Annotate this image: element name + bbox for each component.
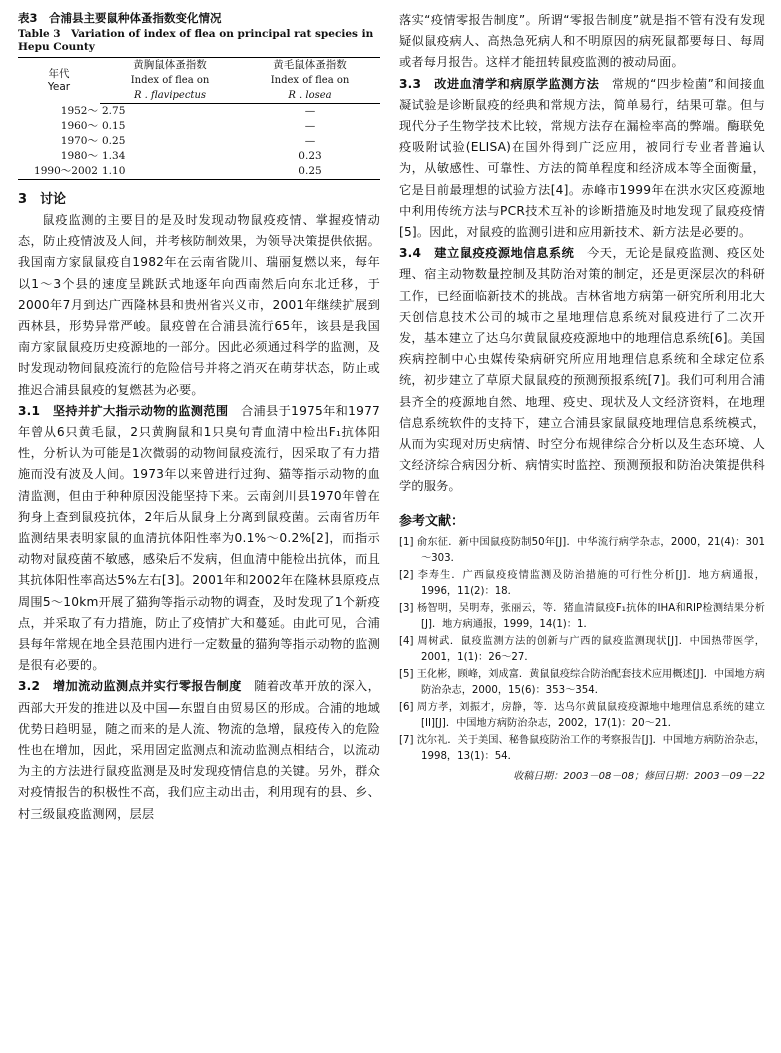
section-3-1 bbox=[18, 401, 380, 677]
right-column bbox=[399, 10, 765, 782]
reference-item: [7] 沈尔礼．关于美国、秘鲁鼠疫防治工作的考察报告[J]．中国地方病防治杂志，1998，13(1)：54． bbox=[399, 734, 765, 762]
section-3-3-body: 常规的“四步检菌”和间接血凝试验是诊断鼠疫的经典和常规方法，简单易行，结果可靠。但与现代分子生物学技术比较，常规方法存在漏检率高的弊端。酶联免疫吸附试验(ELISA)在国外得到广泛应用，被同行专业者普遍认为，从敏感性、可靠性、方法的简单程度和经济成本等全面衡量，它是目前最理想的试验方法[4]。赤峰市1999年在洪水灾区疫源地中利用传统方法与PCR技术互补的诊断措施及时地发现了鼠疫疫情[5]。因此，对鼠疫的监测引进和应用新技术、新方法是必要的。 bbox=[399, 76, 765, 240]
cell-year: 1980～ bbox=[60, 150, 98, 162]
section-3-4-heading: 3.4 建立鼠疫疫源地信息系统 bbox=[399, 246, 575, 261]
cell-year: 1960～ bbox=[60, 120, 98, 132]
col-header-flavipectus-species: R . flavipectus bbox=[100, 88, 240, 104]
cell-losea: 0.25 bbox=[240, 164, 380, 180]
cell-losea: 0.23 bbox=[298, 150, 322, 162]
section-3-2 bbox=[18, 676, 380, 824]
table-row bbox=[18, 119, 380, 134]
reference-item: [5] 王化彬，顾峰，刘成富．黄鼠鼠疫综合防治配套技术应用概述[J]．中国地方病防治杂志，2000，15(6)：353～354． bbox=[399, 668, 765, 696]
col-header-losea-zh: 黄毛鼠体蚤指数 bbox=[240, 58, 380, 74]
section-3-intro: 鼠疫监测的主要目的是及时发现动物鼠疫疫情、掌握疫情动态，防止疫情波及人间，并考核防制效果，为领导决策提供依据。我国南方家鼠鼠疫自1982年在云南省陇川、瑞丽复燃以来，每年以1～3个县的速度呈跳跃式地逐年向西南然后向东北迁移，于2000年7月到达广西隆林县和贵州省兴义市，2001年继续扩展到西林县，形势异常严峻。鼠疫曾在合浦县流行65年，该县是我国南方家鼠鼠疫历史疫源地的一部分。因此必须通过科学的监测，及时发现动物间鼠疫流行的危险信号并将之消灭在萌芽状态，防止或推迟合浦县鼠疫的复燃甚为必要。 bbox=[18, 213, 380, 397]
cell-flavipectus: 1.34 bbox=[102, 150, 126, 162]
section-3-3-heading: 3.3 改进血清学和病原学监测方法 bbox=[399, 76, 600, 91]
cell-year: 1990～2002 bbox=[18, 164, 100, 180]
section-3-2-body: 随着改革开放的深入，西部大开发的推进以及中国—东盟自由贸易区的形成。合浦的地域优势日趋明显，随之而来的是人流、物流的急增，鼠疫传入的危险性也在增加，因此，采用固定监测点和流动监测点相结合，以流动为主的方法进行鼠疫监测是及时发现疫情信息的关键。另外，群众对疫情报告的积极性不高，我们应主动出击，利用现有的县、乡、村三级鼠疫监测网，层层 bbox=[18, 679, 380, 821]
reference-item: [3] 杨智明，吴明寿，张丽云，等．猪血清鼠疫F₁抗体的IHA和RIP检测结果分析[J]．地方病通报，1999，14(1)：1． bbox=[399, 602, 765, 630]
col-header-losea-en: Index of flea on bbox=[270, 75, 350, 86]
cell-year: 1970～ bbox=[60, 135, 98, 147]
section-3-1-body: 合浦县于1975年和1977年曾从6只黄毛鼠，2只黄胸鼠和1只臭句青血清中检出F₁抗体阳性，分析认为可能是1次微弱的动物间鼠疫流行，因采取了有力措施而没有波及人间。1973年以来曾进行过狗、猫等指示动物的血清监测，但由于种种原因没能坚持下来。云南剑川县1970年曾在狗身上查到鼠疫抗体，2年后从鼠身上分离到鼠疫菌。云南省历年监测结果表明家鼠的血清抗体阳性率为0.1%～0.2%[2]，而指示动物对鼠疫菌不敏感，感染后不发病，但血清中能检出抗体，而且其抗体阳性率高达5%左右[3]。2001年和2002年在隆林县原疫点周围5～10km开展了猫狗等指示动物的调查，及时发现了1个新疫点，并采取了有力措施，防止了疫情扩大和蔓延。由此可见，合浦县每年常规在地全县范围内进行一定数量的猫狗等指示动物的监测是很有必要的。 bbox=[18, 403, 380, 673]
col-header-flavipectus-zh: 黄胸鼠体蚤指数 bbox=[100, 58, 240, 74]
cell-flavipectus: 0.15 bbox=[102, 120, 126, 132]
table-title-en: Table 3 Variation of index of flea on principal rat species in Hepu County bbox=[18, 28, 374, 53]
reference-item: [1] 俞东征．新中国鼠疫防制50年[J]．中华流行病学杂志，2000，21(4)：301～303． bbox=[399, 536, 765, 564]
table-row bbox=[18, 134, 380, 149]
cell-year: 1952～ bbox=[60, 104, 98, 117]
col-header-year-en: Year bbox=[47, 80, 71, 93]
cell-flavipectus: 0.25 bbox=[102, 135, 126, 147]
references-list bbox=[399, 535, 765, 765]
table-row bbox=[18, 149, 380, 164]
section-3-4-body: 今天，无论是鼠疫监测、疫区处理、宿主动物数量控制及其防治对策的制定，还是更深层次的科研工作，已经面临新技术的挑战。吉林省地方病第一研究所利用北大天创信息技术公司的城市之星地理信息系统对鼠疫进行了二次开发，基本建立了达乌尔黄鼠鼠疫疫源地中的地理信息系统[6]。美国疾病控制中心虫媒传染病研究所应用地理信息系统和全球定位系统，初步建立了草原犬鼠鼠疫的预测预报系统[7]。我们可利用合浦县齐全的疫源地自然、地理、疫史、现状及人文经济资料，在地理信息系统软件的支持下，建立合浦县家鼠鼠疫地理信息系统模式，从而为实现对历史病情、时空分布规律综合分析以及生态环境、人文经济综合病因分析、病情实时监控、预测预报和防治决策提供科学的服务。 bbox=[399, 246, 765, 494]
reference-item: [6] 周方孝，刘振才，房静，等．达乌尔黄鼠鼠疫疫源地中地理信息系统的建立[II][J]．中国地方病防治杂志，2002，17(1)：20～21． bbox=[399, 701, 765, 729]
col-header-losea-species: R . losea bbox=[240, 88, 380, 104]
section-3-4 bbox=[399, 243, 765, 497]
table-row bbox=[18, 104, 380, 120]
section-3-2-heading: 3.2 增加流动监测点并实行零报告制度 bbox=[18, 679, 242, 694]
section-3-2-continued: 落实“疫情零报告制度”。所谓“零报告制度”就是指不管有没有发现疑似鼠疫病人、高热急死病人和不明原因的病死鼠都要每日、每周或者每月报告。这样才能扭转鼠疫监测的被动局面。 bbox=[399, 13, 765, 70]
reference-item: [4] 周树武．鼠疫监测方法的创新与广西的鼠疫监测现状[J]．中国热带医学，2001，1(1)：26～27． bbox=[399, 635, 765, 663]
reference-item: [2] 李寿生．广西鼠疫疫情监测及防治措施的可行性分析[J]．地方病通报，1996，11(2)：18． bbox=[399, 569, 765, 597]
table-3 bbox=[18, 10, 380, 180]
table-row bbox=[18, 164, 380, 180]
cell-losea: — bbox=[304, 135, 316, 147]
flea-index-table bbox=[18, 57, 380, 180]
section-3-3 bbox=[399, 74, 765, 244]
section-3-title: 3 讨论 bbox=[18, 192, 67, 207]
references-title: 参考文献： bbox=[399, 513, 465, 529]
col-header-flavipectus-en: Index of flea on bbox=[130, 75, 210, 86]
cell-losea: — bbox=[304, 120, 316, 132]
cell-losea: — bbox=[304, 105, 316, 117]
received-date-footnote: 收稿日期：2003－08－08；修回日期：2003－09－22 bbox=[513, 770, 765, 782]
col-header-year bbox=[18, 58, 100, 104]
cell-flavipectus: 1.10 bbox=[100, 164, 240, 180]
col-header-year-zh: 年代 bbox=[48, 67, 70, 80]
table-title-zh: 表3 合浦县主要鼠种体蚤指数变化情况 bbox=[18, 11, 222, 25]
left-column bbox=[18, 10, 380, 825]
section-3-1-heading: 3.1 坚持并扩大指示动物的监测范围 bbox=[18, 403, 229, 418]
cell-flavipectus: 2.75 bbox=[102, 105, 126, 117]
